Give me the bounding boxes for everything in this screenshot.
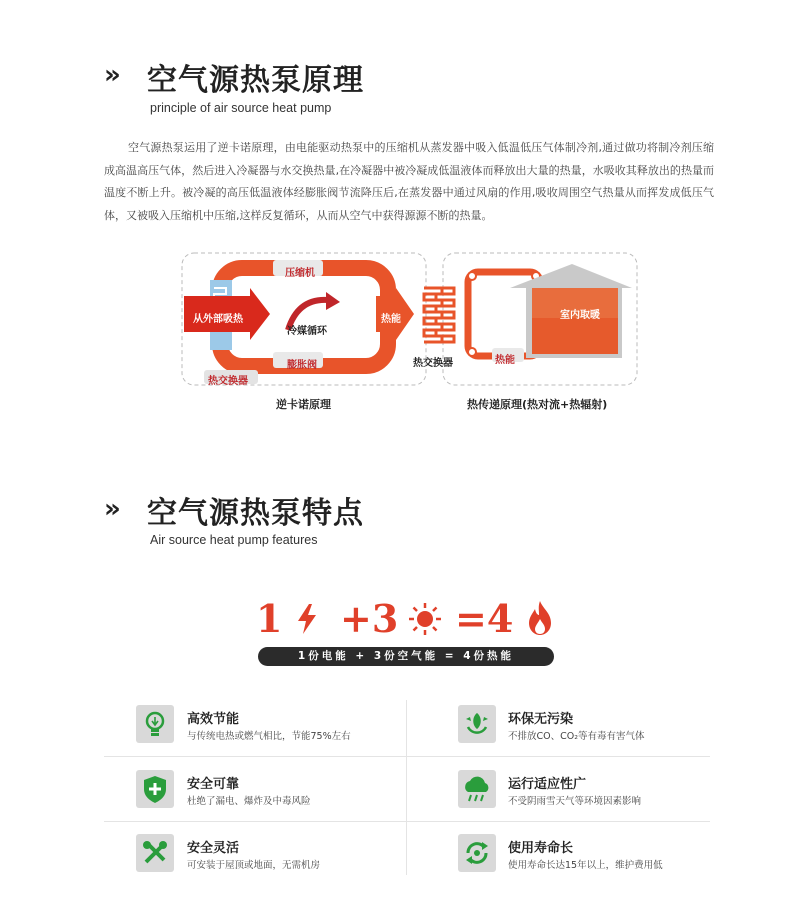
plate-exchanger [424, 288, 442, 342]
feature-desc: 不排放CO、CO₂等有毒有害气体 [508, 731, 645, 742]
section-subtitle: Air source heat pump features [150, 533, 318, 547]
section-subtitle: principle of air source heat pump [150, 101, 332, 115]
feature-title: 安全可靠 [187, 777, 240, 792]
expansion-valve-label: 膨胀阀 [287, 360, 317, 371]
heat-energy-label: 热能 [381, 314, 401, 325]
section-title: 空气源热泵原理 [147, 63, 364, 98]
lightning-icon [296, 604, 318, 634]
cycle-icon [458, 834, 496, 872]
recycle-leaf-icon [458, 705, 496, 743]
heat-pump-diagram [180, 250, 640, 415]
feature-desc: 杜绝了漏电、爆炸及中毒风险 [187, 796, 311, 807]
heat-exchanger-mid-label: 热交换器 [413, 358, 453, 369]
compressor-label: 压缩机 [285, 268, 315, 279]
cycle-arrow-icon [326, 292, 340, 310]
caption-left: 逆卡诺原理 [276, 398, 331, 411]
section-arrow-icon: » [104, 494, 117, 524]
feature-desc: 使用寿命长达15年以上，维护费用低 [508, 860, 663, 871]
grid-divider [104, 821, 710, 822]
heat-exchanger-left-label: 热交换器 [208, 376, 248, 387]
grid-divider-vertical [406, 700, 407, 875]
intro-paragraph: 空气源热泵运用了逆卡诺原理，由电能驱动热泵中的压缩机从蒸发器中吸入低温低压气体制冷剂,通过做功将制冷剂压缩成高温高压气体，然后进入冷凝器与水交换热量,在冷凝器中被冷凝成低温液体而释放出大量的热量，水吸收其释放出的热量而温度不断上升。被冷凝的高压低温液体经膨胀阀节流降压后,在蒸发器中通过风扇的作用,吸收周围空气热量从而挥发成低压气体，又被吸入压缩机中压缩,这样反复循环，从而从空气中获得源源不断的热量。 [104, 141, 714, 222]
feature-title: 安全灵活 [187, 841, 240, 856]
feature-desc: 与传统电热或燃气相比，节能75%左右 [187, 731, 351, 742]
feature-title: 环保无污染 [508, 712, 574, 727]
formula-plus-three: +3 [340, 596, 399, 641]
flame-icon [527, 601, 553, 635]
shield-icon [136, 770, 174, 808]
feature-desc: 不受阴雨雪天气等环境因素影响 [508, 796, 642, 807]
feature-title: 使用寿命长 [508, 841, 574, 856]
feature-title: 运行适应性广 [508, 777, 587, 792]
formula-bar: 1份电能 + 3份空气能 = 4份热能 [258, 647, 554, 666]
sun-icon [408, 602, 442, 636]
section-arrow-icon: » [104, 60, 117, 90]
feature-desc: 可安装于屋顶或地面，无需机房 [187, 860, 321, 871]
grid-divider [104, 756, 710, 757]
refrigerant-cycle-label: 冷媒循环 [287, 326, 327, 337]
heat-energy-right-label: 热能 [495, 355, 515, 366]
lightbulb-icon [136, 705, 174, 743]
indoor-heating-label: 室内取暖 [560, 310, 600, 321]
formula-equals-four: =4 [455, 596, 514, 641]
formula-one: 1 [256, 596, 283, 641]
caption-right: 热传递原理(热对流+热辐射) [467, 398, 608, 411]
absorb-heat-label: 从外部吸热 [193, 314, 243, 325]
cloud-rain-icon [458, 770, 496, 808]
feature-title: 高效节能 [187, 712, 240, 727]
tools-icon [136, 834, 174, 872]
section-title: 空气源热泵特点 [147, 496, 364, 531]
